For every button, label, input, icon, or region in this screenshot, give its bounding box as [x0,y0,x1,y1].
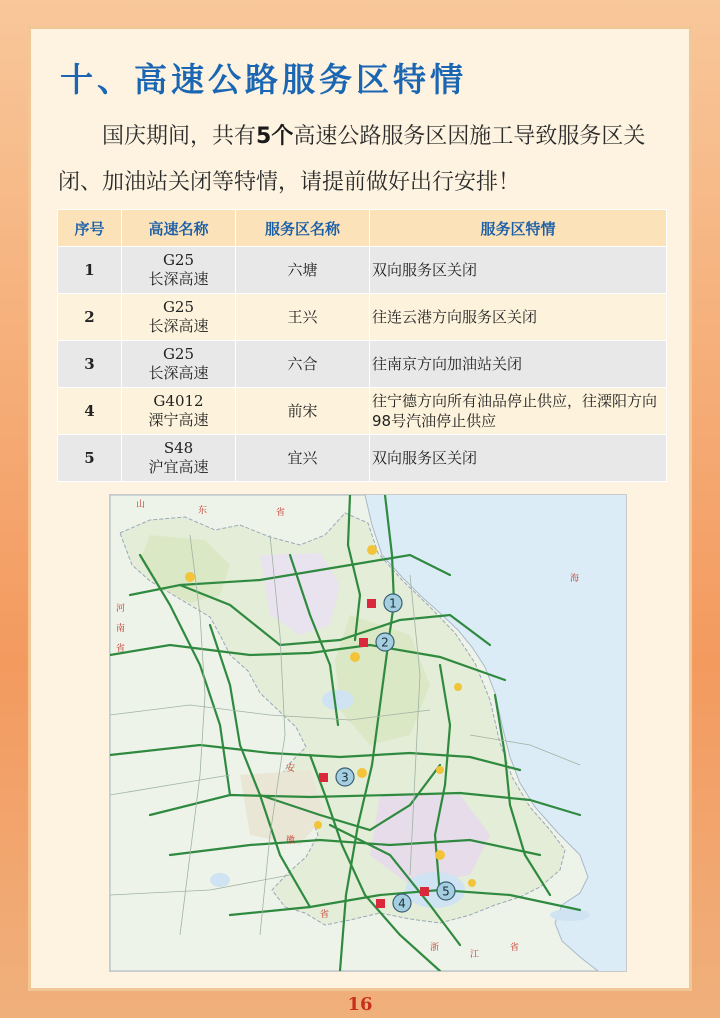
service-area-table [57,209,667,482]
row-service-area: 前宋 [236,388,370,435]
table-row [58,341,667,388]
service-area-marker [376,899,385,908]
service-area-marker [319,773,328,782]
row-no: 2 [58,294,122,341]
marker-number: 2 [381,635,389,650]
row-service-area: 宜兴 [236,435,370,482]
row-service-area: 王兴 [236,294,370,341]
intro-count: 5个 [256,124,294,149]
marker-number: 3 [341,770,349,785]
map-label: 南 [116,624,126,634]
map-label: 省 [510,943,520,953]
marker-number: 4 [398,896,406,911]
table-row [58,294,667,341]
page-number: 16 [347,994,373,1015]
highway-code: G25 [162,298,195,316]
map-label: 省 [116,644,126,654]
map-city [350,652,360,662]
table-row [58,388,667,435]
row-service-area: 六合 [236,341,370,388]
highway-code: G25 [162,251,195,269]
row-service-area: 六塘 [236,247,370,294]
map-label: 浙 [430,943,440,953]
header-service-area: 服务区名称 [236,210,370,247]
map-city [436,766,444,774]
row-no: 1 [58,247,122,294]
map-label: 江 [470,950,480,960]
map-label: 安 [286,764,296,774]
table-header-row [58,210,667,247]
page-title: 十、高速公路服务区特情 [60,60,467,99]
header-situation: 服务区特情 [370,210,667,247]
map-city [314,821,322,829]
row-no: 4 [58,388,122,435]
header-highway: 高速名称 [122,210,236,247]
map-label: 东 [198,506,208,516]
map-city [435,850,445,860]
map-lake [322,690,354,710]
map-city [454,683,462,691]
highway-name: 沪宜高速 [148,458,209,476]
service-area-marker [367,599,376,608]
row-no: 3 [58,341,122,388]
highway-name: 长深高速 [148,270,209,288]
intro-prefix: 国庆期间，共有 [102,124,257,149]
service-area-marker [359,638,368,647]
map-city [357,768,367,778]
row-situation: 往南京方向加油站关闭 [370,341,667,388]
map-label: 省 [320,910,330,920]
row-highway [122,247,236,294]
map-label: 徽 [286,836,296,846]
row-highway [122,294,236,341]
header-no: 序号 [58,210,122,247]
map-lake [550,909,590,921]
map-label: 河 [116,604,126,614]
row-situation: 双向服务区关闭 [370,247,667,294]
highway-map [109,494,627,972]
intro-suffix: 高速公路服务区因施工导致服务区关闭、加油站关闭等特情，请提前做好出行安排！ [58,124,646,195]
map-label: 山 [136,500,146,510]
highway-name: 长深高速 [148,317,209,335]
highway-code: S48 [163,439,194,457]
map-city [185,572,195,582]
highway-name: 溧宁高速 [148,411,209,429]
row-situation: 往连云港方向服务区关闭 [370,294,667,341]
row-highway [122,435,236,482]
table-row [58,435,667,482]
marker-number: 1 [389,596,397,611]
highway-code: G4012 [153,392,204,410]
intro-paragraph [58,114,670,206]
highway-name: 长深高速 [148,364,209,382]
service-area-marker [420,887,429,896]
map-label: 省 [276,508,286,518]
table-row [58,247,667,294]
map-svg [110,495,626,971]
map-label: 海 [570,574,580,584]
row-situation: 往宁德方向所有油品停止供应，往溧阳方向98号汽油停止供应 [370,388,667,435]
highway-code: G25 [162,345,195,363]
row-highway [122,341,236,388]
row-highway [122,388,236,435]
row-situation: 双向服务区关闭 [370,435,667,482]
row-no: 5 [58,435,122,482]
marker-number: 5 [442,884,450,899]
map-lake [210,873,230,887]
map-city [468,879,476,887]
map-city [367,545,377,555]
